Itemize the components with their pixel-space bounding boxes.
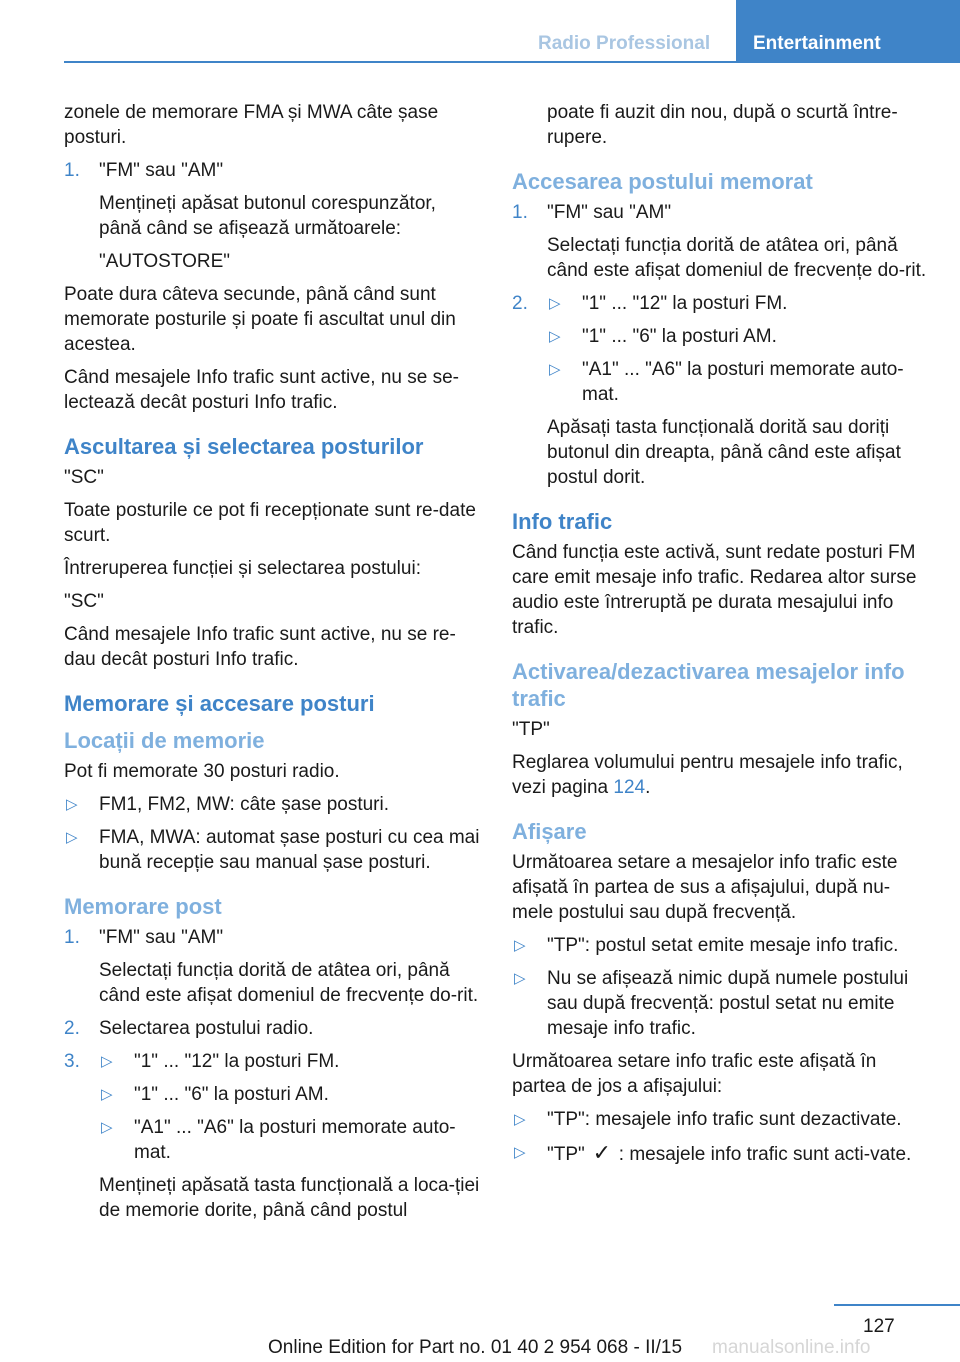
list-item-text: FMA, MWA: automat șase posturi cu cea mai bună recepție sau manual șase posturi.: [99, 827, 480, 873]
step-text: Selectați funcția dorită de atâtea ori, până când este afișat domeniul de frecvențe do-rit.: [99, 960, 479, 1006]
list-item-text: Nu se afișează nimic după numele postului sau după frecvență: postul setat nu emite mesaje info trafic.: [547, 968, 909, 1039]
bullet-triangle-icon: ▷: [549, 361, 561, 378]
bullet-triangle-icon: ▷: [549, 295, 561, 312]
step-title: "FM" sau "AM": [99, 160, 224, 181]
store-step-1: [64, 925, 480, 950]
heading-store-station: Memorare post: [64, 894, 222, 919]
traffic-info-text: Când funcția este activă, sunt redate posturi FM care emit mesaje info trafic. Redarea altor surse audio este întreruptă pe durata mesajului info trafic.: [512, 542, 917, 638]
bullet-triangle-icon: ▷: [514, 937, 526, 954]
header-divider: [64, 61, 960, 63]
list-item-text: "1" ... "12" la posturi FM.: [134, 1051, 340, 1072]
step-number: 2.: [512, 293, 528, 314]
list-item-text: FM1, FM2, MW: câte șase posturi.: [99, 794, 390, 815]
list-item: [512, 1140, 928, 1167]
sc-description: Toate posturile ce pot fi recepționate sunt re-date scurt.: [64, 500, 476, 546]
heading-display: Afișare: [512, 819, 587, 844]
step-text: Apăsați tasta funcțională dorită sau doriți butonul din dreapta, până când este afișat postul dorit.: [547, 417, 901, 488]
step-text: Selectați funcția dorită de atâtea ori, până când este afișat domeniul de frecvențe do-rit.: [547, 235, 927, 281]
list-item-text: "A1" ... "A6" la posturi memorate auto-mat.: [134, 1117, 456, 1163]
list-item: [512, 933, 928, 958]
list-item-text: "1" ... "6" la posturi AM.: [582, 326, 777, 347]
heading-listen-select: Ascultarea și selectarea posturilor: [64, 434, 424, 459]
list-item-text: "A1" ... "A6" la posturi memorate auto-mat.: [582, 359, 904, 405]
sc-traffic-note: Când mesajele Info trafic sunt active, nu se re-dau decât posturi Info trafic.: [64, 624, 456, 670]
step-number: 1.: [512, 202, 528, 223]
list-item: [547, 291, 928, 316]
bullet-triangle-icon: ▷: [514, 1111, 526, 1128]
edition-footer: Online Edition for Part no. 01 40 2 954 068 - II/15: [268, 1337, 683, 1358]
chapter-tab: [736, 0, 960, 62]
locations-text: Pot fi memorate 30 posturi radio.: [64, 761, 340, 782]
list-item: [64, 792, 480, 817]
recall-step-2: [512, 291, 928, 316]
heading-activate-traffic: Activarea/dezactivarea mesajelor info trafic: [512, 659, 905, 711]
step-number: 3.: [64, 1051, 80, 1072]
heading-memory-locations: Locații de memorie: [64, 728, 265, 753]
list-item-text: "TP": postul setat emite mesaje info trafic.: [547, 935, 899, 956]
bullet-triangle-icon: ▷: [514, 1144, 526, 1161]
store-step-3: [64, 1049, 480, 1074]
list-item: [512, 1107, 928, 1132]
footer-divider: [834, 1304, 960, 1306]
step-number: 2.: [64, 1018, 80, 1039]
continued-text: poate fi auzit din nou, după o scurtă între-rupere.: [547, 102, 898, 148]
right-column: [512, 100, 928, 1175]
page-number: 127: [863, 1316, 895, 1337]
recall-step-1: [512, 200, 928, 225]
list-item-text: : mesajele info trafic sunt acti-vate.: [618, 1144, 912, 1165]
checkmark-icon: ✓: [592, 1140, 611, 1165]
display-text-top: Următoarea setare a mesajelor info trafic este afișată în partea de sus a afișajului, după nu-mele postului sau după frecvență.: [512, 852, 898, 923]
list-item: [99, 1115, 480, 1165]
page-header: [0, 0, 960, 62]
watermark: manualsonline.info: [712, 1337, 871, 1358]
step-text: Mențineți apăsată tasta funcțională a loca-ției de memorie dorite, până când postul: [99, 1175, 480, 1221]
volume-text-body: Reglarea volumului pentru mesajele info trafic, vezi pagina: [512, 752, 903, 798]
heading-recall-station: Accesarea postului memorat: [512, 169, 813, 194]
bullet-triangle-icon: ▷: [66, 829, 78, 846]
list-item-text: "1" ... "12" la posturi FM.: [582, 293, 788, 314]
interrupt-text: Întreruperea funcției și selectarea postului:: [64, 558, 421, 579]
step-number: 1.: [64, 927, 80, 948]
step-title: "FM" sau "AM": [547, 202, 672, 223]
list-item: [99, 1082, 480, 1107]
left-column: [64, 100, 480, 1231]
bullet-triangle-icon: ▷: [101, 1053, 113, 1070]
bullet-triangle-icon: ▷: [514, 970, 526, 987]
bullet-triangle-icon: ▷: [101, 1119, 113, 1136]
list-item: [547, 324, 928, 349]
bullet-triangle-icon: ▷: [101, 1086, 113, 1103]
section-title: Radio Professional: [538, 33, 711, 54]
heading-traffic-info: Info trafic: [512, 509, 613, 534]
step-text: Selectarea postului radio.: [99, 1018, 314, 1039]
store-step-2: [64, 1016, 480, 1041]
step-number: 1.: [64, 160, 80, 181]
bullet-triangle-icon: ▷: [66, 796, 78, 813]
display-text-bottom: Următoarea setare info trafic este afișată în partea de jos a afișajului:: [512, 1051, 877, 1097]
autostore-note: Poate dura câteva secunde, până când sunt memorate posturile și poate fi ascultat unul din acestea.: [64, 284, 456, 355]
list-item-text: "1" ... "6" la posturi AM.: [134, 1084, 329, 1105]
chapter-tab-label: Entertainment: [753, 33, 881, 54]
list-item: [512, 966, 928, 1041]
bullet-triangle-icon: ▷: [549, 328, 561, 345]
intro-text: zonele de memorare FMA și MWA câte șase posturi.: [64, 102, 439, 148]
sc-label: "SC": [64, 467, 104, 488]
autostore-step: [64, 158, 480, 183]
list-item-prefix: "TP": [547, 1144, 585, 1165]
step-title: "FM" sau "AM": [99, 927, 224, 948]
step-display-value: "AUTOSTORE": [99, 251, 231, 272]
tp-label: "TP": [512, 719, 550, 740]
volume-text-end: .: [645, 777, 651, 798]
page-link[interactable]: 124: [613, 777, 646, 798]
step-instruction: Mențineți apăsat butonul corespunzător, până când se afișează următoarele:: [99, 193, 436, 239]
heading-memorize: Memorare și accesare posturi: [64, 691, 375, 716]
sc-label-2: "SC": [64, 591, 104, 612]
list-item: [64, 825, 480, 875]
volume-text: [512, 750, 928, 800]
traffic-note: Când mesajele Info trafic sunt active, nu se se-lectează decât posturi Info trafic.: [64, 367, 459, 413]
list-item: [99, 1049, 480, 1074]
list-item-text: "TP": mesajele info trafic sunt dezactivate.: [547, 1109, 902, 1130]
list-item: [547, 357, 928, 407]
